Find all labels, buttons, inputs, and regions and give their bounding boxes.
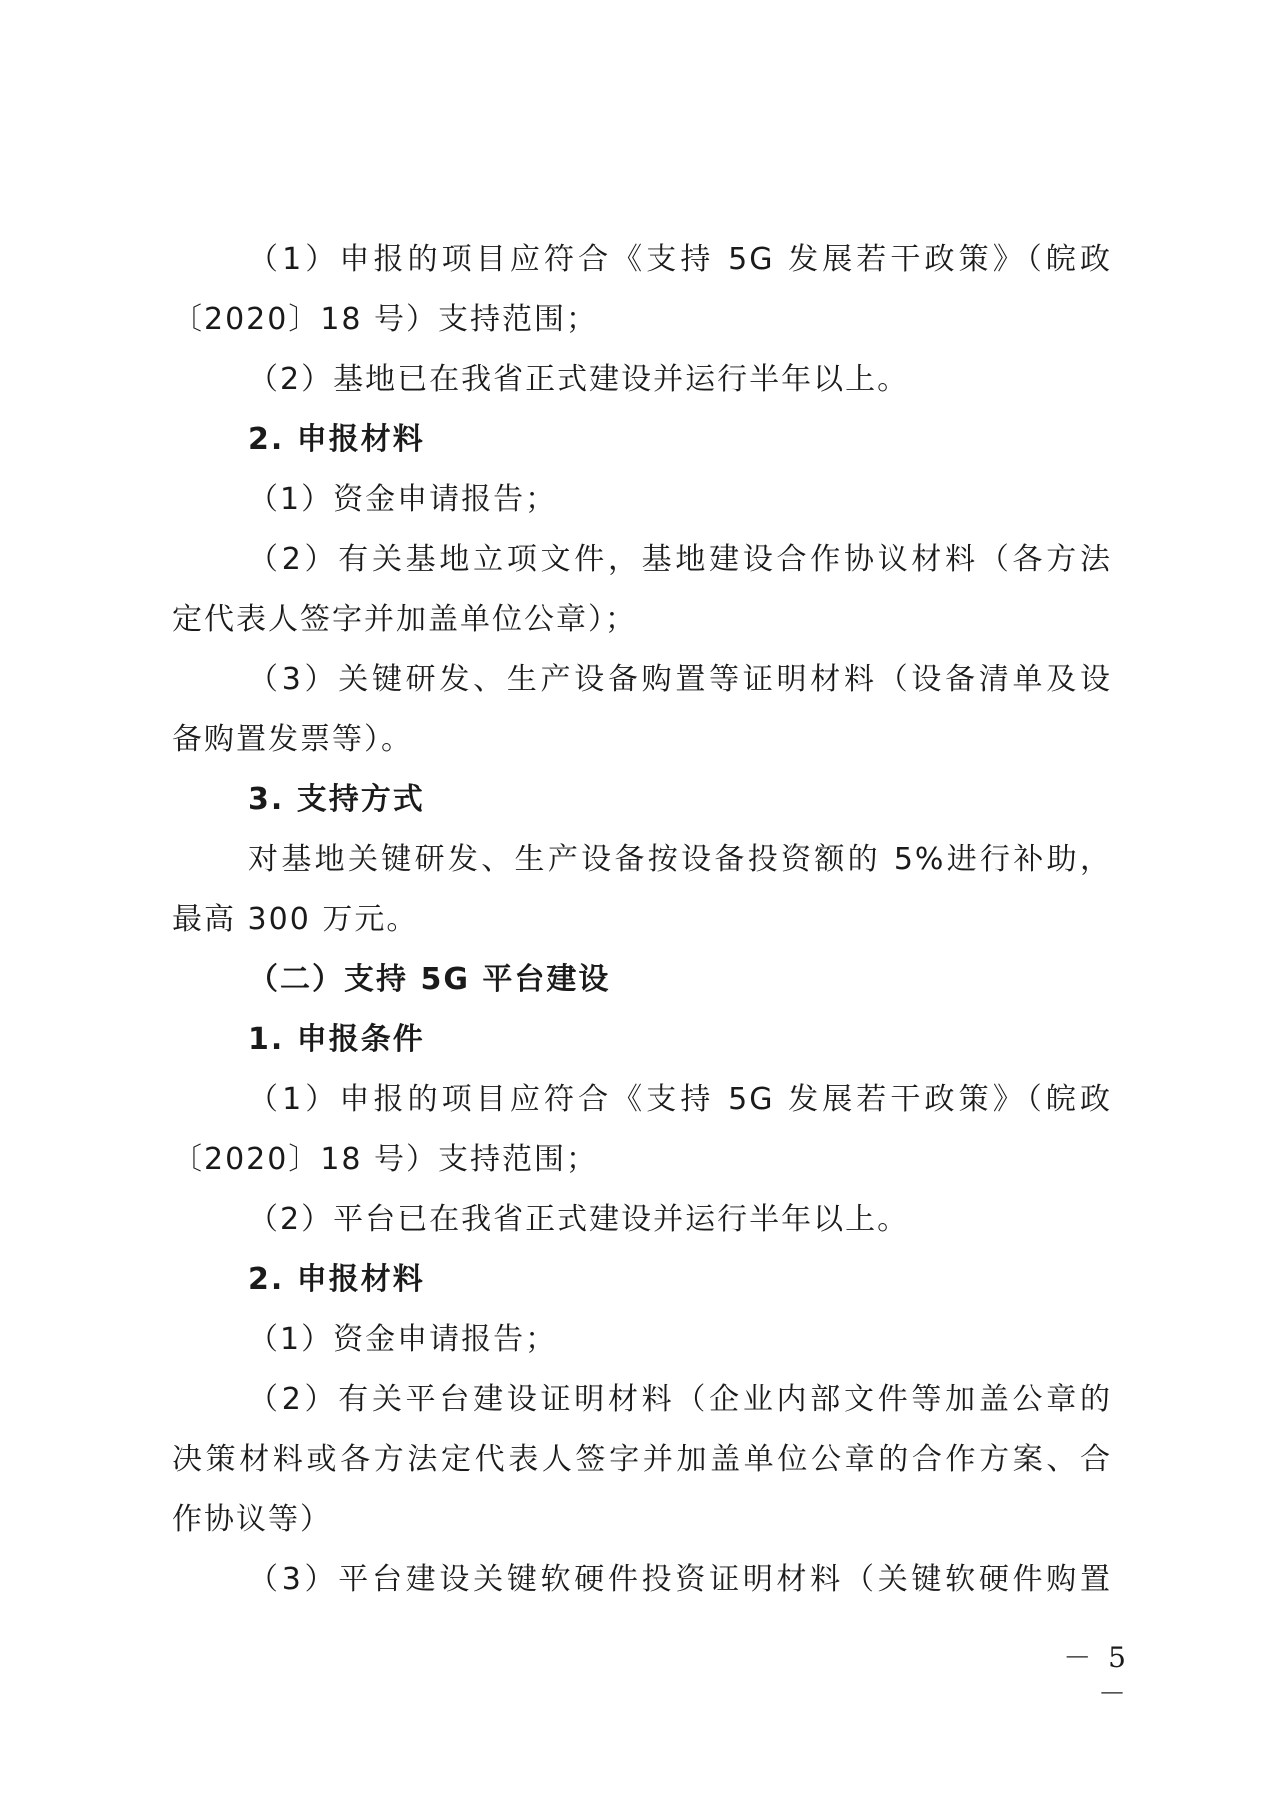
page-number: － 5 －: [1063, 1641, 1130, 1710]
paragraph-line: 作协议等）: [172, 1502, 332, 1537]
section-heading: （二）支持 5G 平台建设: [248, 962, 611, 997]
paragraph-line: 定代表人签字并加盖单位公章）；: [172, 602, 637, 637]
section-heading: 2. 申报材料: [248, 1262, 425, 1297]
paragraph-line: （1）申报的项目应符合《支持 5G 发展若干政策》（皖政: [248, 242, 1112, 277]
paragraph-line: （1）资金申请报告；: [248, 1322, 558, 1357]
paragraph-line: （1）申报的项目应符合《支持 5G 发展若干政策》（皖政: [248, 1082, 1112, 1117]
paragraph-line: 〔2020〕18 号）支持范围；: [172, 1142, 599, 1177]
section-heading: 1. 申报条件: [248, 1022, 425, 1057]
paragraph-line: 〔2020〕18 号）支持范围；: [172, 302, 599, 337]
paragraph-line: 最高 300 万元。: [172, 902, 419, 937]
paragraph-line: （2）有关基地立项文件，基地建设合作协议材料（各方法: [248, 542, 1112, 577]
paragraph-line: 备购置发票等）。: [172, 722, 413, 757]
paragraph-line: （3）平台建设关键软硬件投资证明材料（关键软硬件购置: [248, 1562, 1112, 1597]
section-heading: 3. 支持方式: [248, 782, 425, 817]
section-heading: 2. 申报材料: [248, 422, 425, 457]
paragraph-line: （2）有关平台建设证明材料（企业内部文件等加盖公章的: [248, 1382, 1112, 1417]
paragraph-line: 对基地关键研发、生产设备按设备投资额的 5%进行补助，: [248, 842, 1112, 877]
paragraph-line: （1）资金申请报告；: [248, 482, 558, 517]
paragraph-line: （3）关键研发、生产设备购置等证明材料（设备清单及设: [248, 662, 1112, 697]
paragraph-line: （2）平台已在我省正式建设并运行半年以上。: [248, 1202, 910, 1237]
paragraph-line: （2）基地已在我省正式建设并运行半年以上。: [248, 362, 910, 397]
paragraph-line: 决策材料或各方法定代表人签字并加盖单位公章的合作方案、合: [172, 1442, 1112, 1477]
